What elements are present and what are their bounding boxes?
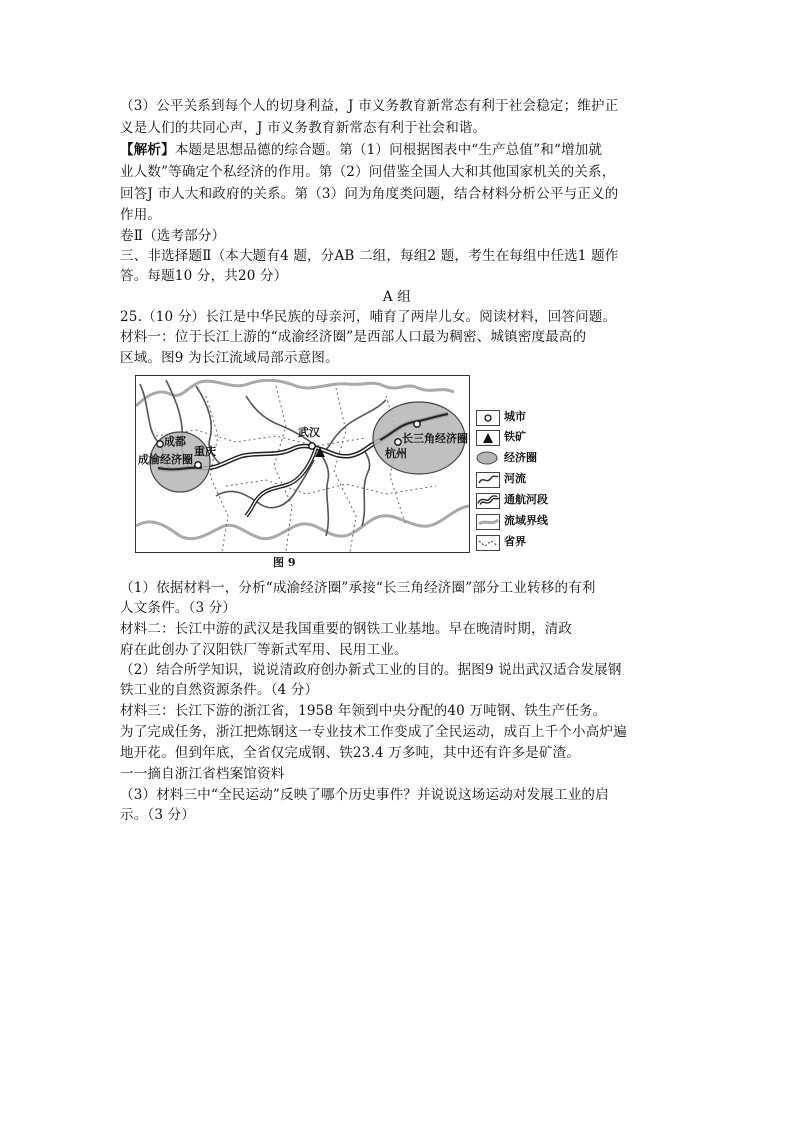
basin-boundary-line — [136, 506, 469, 539]
map-label-wuhan: 武汉 — [298, 426, 320, 439]
question-line: 人文条件。（3 分） — [120, 600, 237, 616]
river-icon — [476, 472, 500, 488]
province-boundary-line — [226, 480, 436, 494]
paragraph-line: 作用。 — [120, 207, 162, 223]
analysis-text: 本题是思想品德的综合题。第（1）问根据图表中“生产总值”和“增加就 — [174, 142, 603, 158]
navigable-river-icon — [476, 493, 500, 509]
volume-heading: 卷Ⅱ（选考部分） — [120, 228, 226, 244]
legend-label: 流域界线 — [504, 514, 548, 527]
material-line: 为了完成任务，浙江把炼钢这一专业技术工作变成了全民运动，成百上千个小高炉遍 — [120, 724, 627, 740]
map-label-chongqing: 重庆 — [194, 445, 216, 458]
paragraph-line: （3）公平关系到每个人的切身利益，J 市义务教育新常态有利于社会稳定；维护正 — [120, 98, 619, 114]
city-icon — [476, 410, 500, 426]
legend-label: 河流 — [504, 472, 526, 485]
hangzhou-city-marker — [395, 439, 401, 445]
question-line: 铁工业的自然资源条件。（4 分） — [120, 682, 319, 698]
legend-item-iron-mine — [476, 429, 576, 447]
legend-item-economic-circle — [476, 450, 576, 468]
question-line: （3）材料三中“全民运动”反映了哪个历史事件？并说说这场运动对发展工业的启 — [120, 787, 609, 803]
analysis-label: 【解析】 — [120, 142, 175, 158]
paragraph-line: 回答J 市人大和政府的关系。第（3）问为角度类问题，结合材料分析公平与正义的 — [120, 186, 619, 202]
question-line: 示。（3 分） — [120, 807, 196, 823]
legend-item-basin-boundary — [476, 513, 576, 531]
paragraph-line: 义是人们的共同心声，J 市义务教育新常态有利于社会和谐。 — [120, 120, 487, 136]
basin-boundary-icon — [476, 514, 500, 530]
economic-circle-icon — [476, 451, 498, 465]
iron-mine-icon — [476, 430, 500, 446]
material-line: 地开花。但到年底，全省仅完成钢、铁23.4 万多吨，其中还有许多是矿渣。 — [120, 745, 581, 761]
map-label-chengyu: 成渝经济圈 — [138, 453, 193, 466]
material-line: 材料三：长江下游的浙江省，1958 年领到中央分配的40 万吨钢、铁生产任务。 — [120, 703, 607, 719]
group-heading: A 组 — [382, 289, 412, 305]
chengdu-city-marker — [157, 441, 163, 447]
chongqing-city-marker — [195, 462, 201, 468]
legend-label: 通航河段 — [504, 493, 548, 506]
province-boundary-line — [274, 386, 292, 552]
legend-label: 城市 — [504, 410, 526, 423]
map-legend — [476, 409, 576, 554]
material-line: 区域。图9 为长江流域局部示意图。 — [120, 350, 339, 366]
shanghai-city-marker — [414, 421, 420, 427]
paragraph-line: 业人数”等确定个私经济的作用。第（2）问借鉴全国人大和其他国家机关的关系， — [120, 164, 616, 180]
basin-boundary-line — [136, 380, 454, 406]
legend-item-city — [476, 409, 576, 427]
map-label-hangzhou: 杭州 — [385, 447, 407, 460]
question-stem: 25.（10 分）长江是中华民族的母亲河，哺育了两岸儿女。阅读材料，回答问题。 — [120, 309, 617, 325]
figure-caption: 图 9 — [273, 556, 296, 569]
yangtze-basin-map — [135, 375, 470, 553]
analysis-paragraph-line — [120, 140, 602, 160]
legend-label: 经济圈 — [504, 451, 537, 464]
map-label-yrd: 长三角经济圈 — [402, 432, 468, 445]
question-line: （2）结合所学知识，说说清政府创办新式工业的目的。据图9 说出武汉适合发展钢 — [120, 662, 622, 678]
material-line: 材料一：位于长江上游的“成渝经济圈”是西部人口最为稠密、城镇密度最高的 — [120, 329, 587, 345]
section-heading: 答。每题10 分，共20 分） — [120, 268, 288, 284]
question-line: （1）依据材料一，分析“成渝经济圈”承接“长三角经济圈”部分工业转移的有利 — [120, 580, 596, 596]
section-heading: 三、非选择题Ⅱ（本大题有4 题，分AB 二组，每组2 题，考生在每组中任选1 题作 — [120, 248, 619, 264]
material-source: 一一摘自浙江省档案馆资料 — [120, 766, 285, 782]
river-line — [322, 456, 329, 536]
province-boundary-line — [334, 388, 356, 552]
legend-label: 省界 — [504, 535, 526, 548]
legend-label: 铁矿 — [504, 430, 526, 443]
wuhan-city-marker — [309, 443, 315, 449]
map-label-chengdu: 成都 — [164, 435, 186, 448]
river-line — [216, 460, 314, 508]
legend-item-river — [476, 471, 576, 489]
legend-item-navigable-river — [476, 492, 576, 510]
material-line: 材料二：长江中游的武汉是我国重要的钢铁工业基地。早在晚清时期，清政 — [120, 621, 573, 637]
legend-item-province-boundary — [476, 534, 576, 552]
material-line: 府在此创办了汉阳铁厂等新式军用、民用工业。 — [120, 642, 408, 658]
province-boundary-icon — [476, 535, 500, 551]
